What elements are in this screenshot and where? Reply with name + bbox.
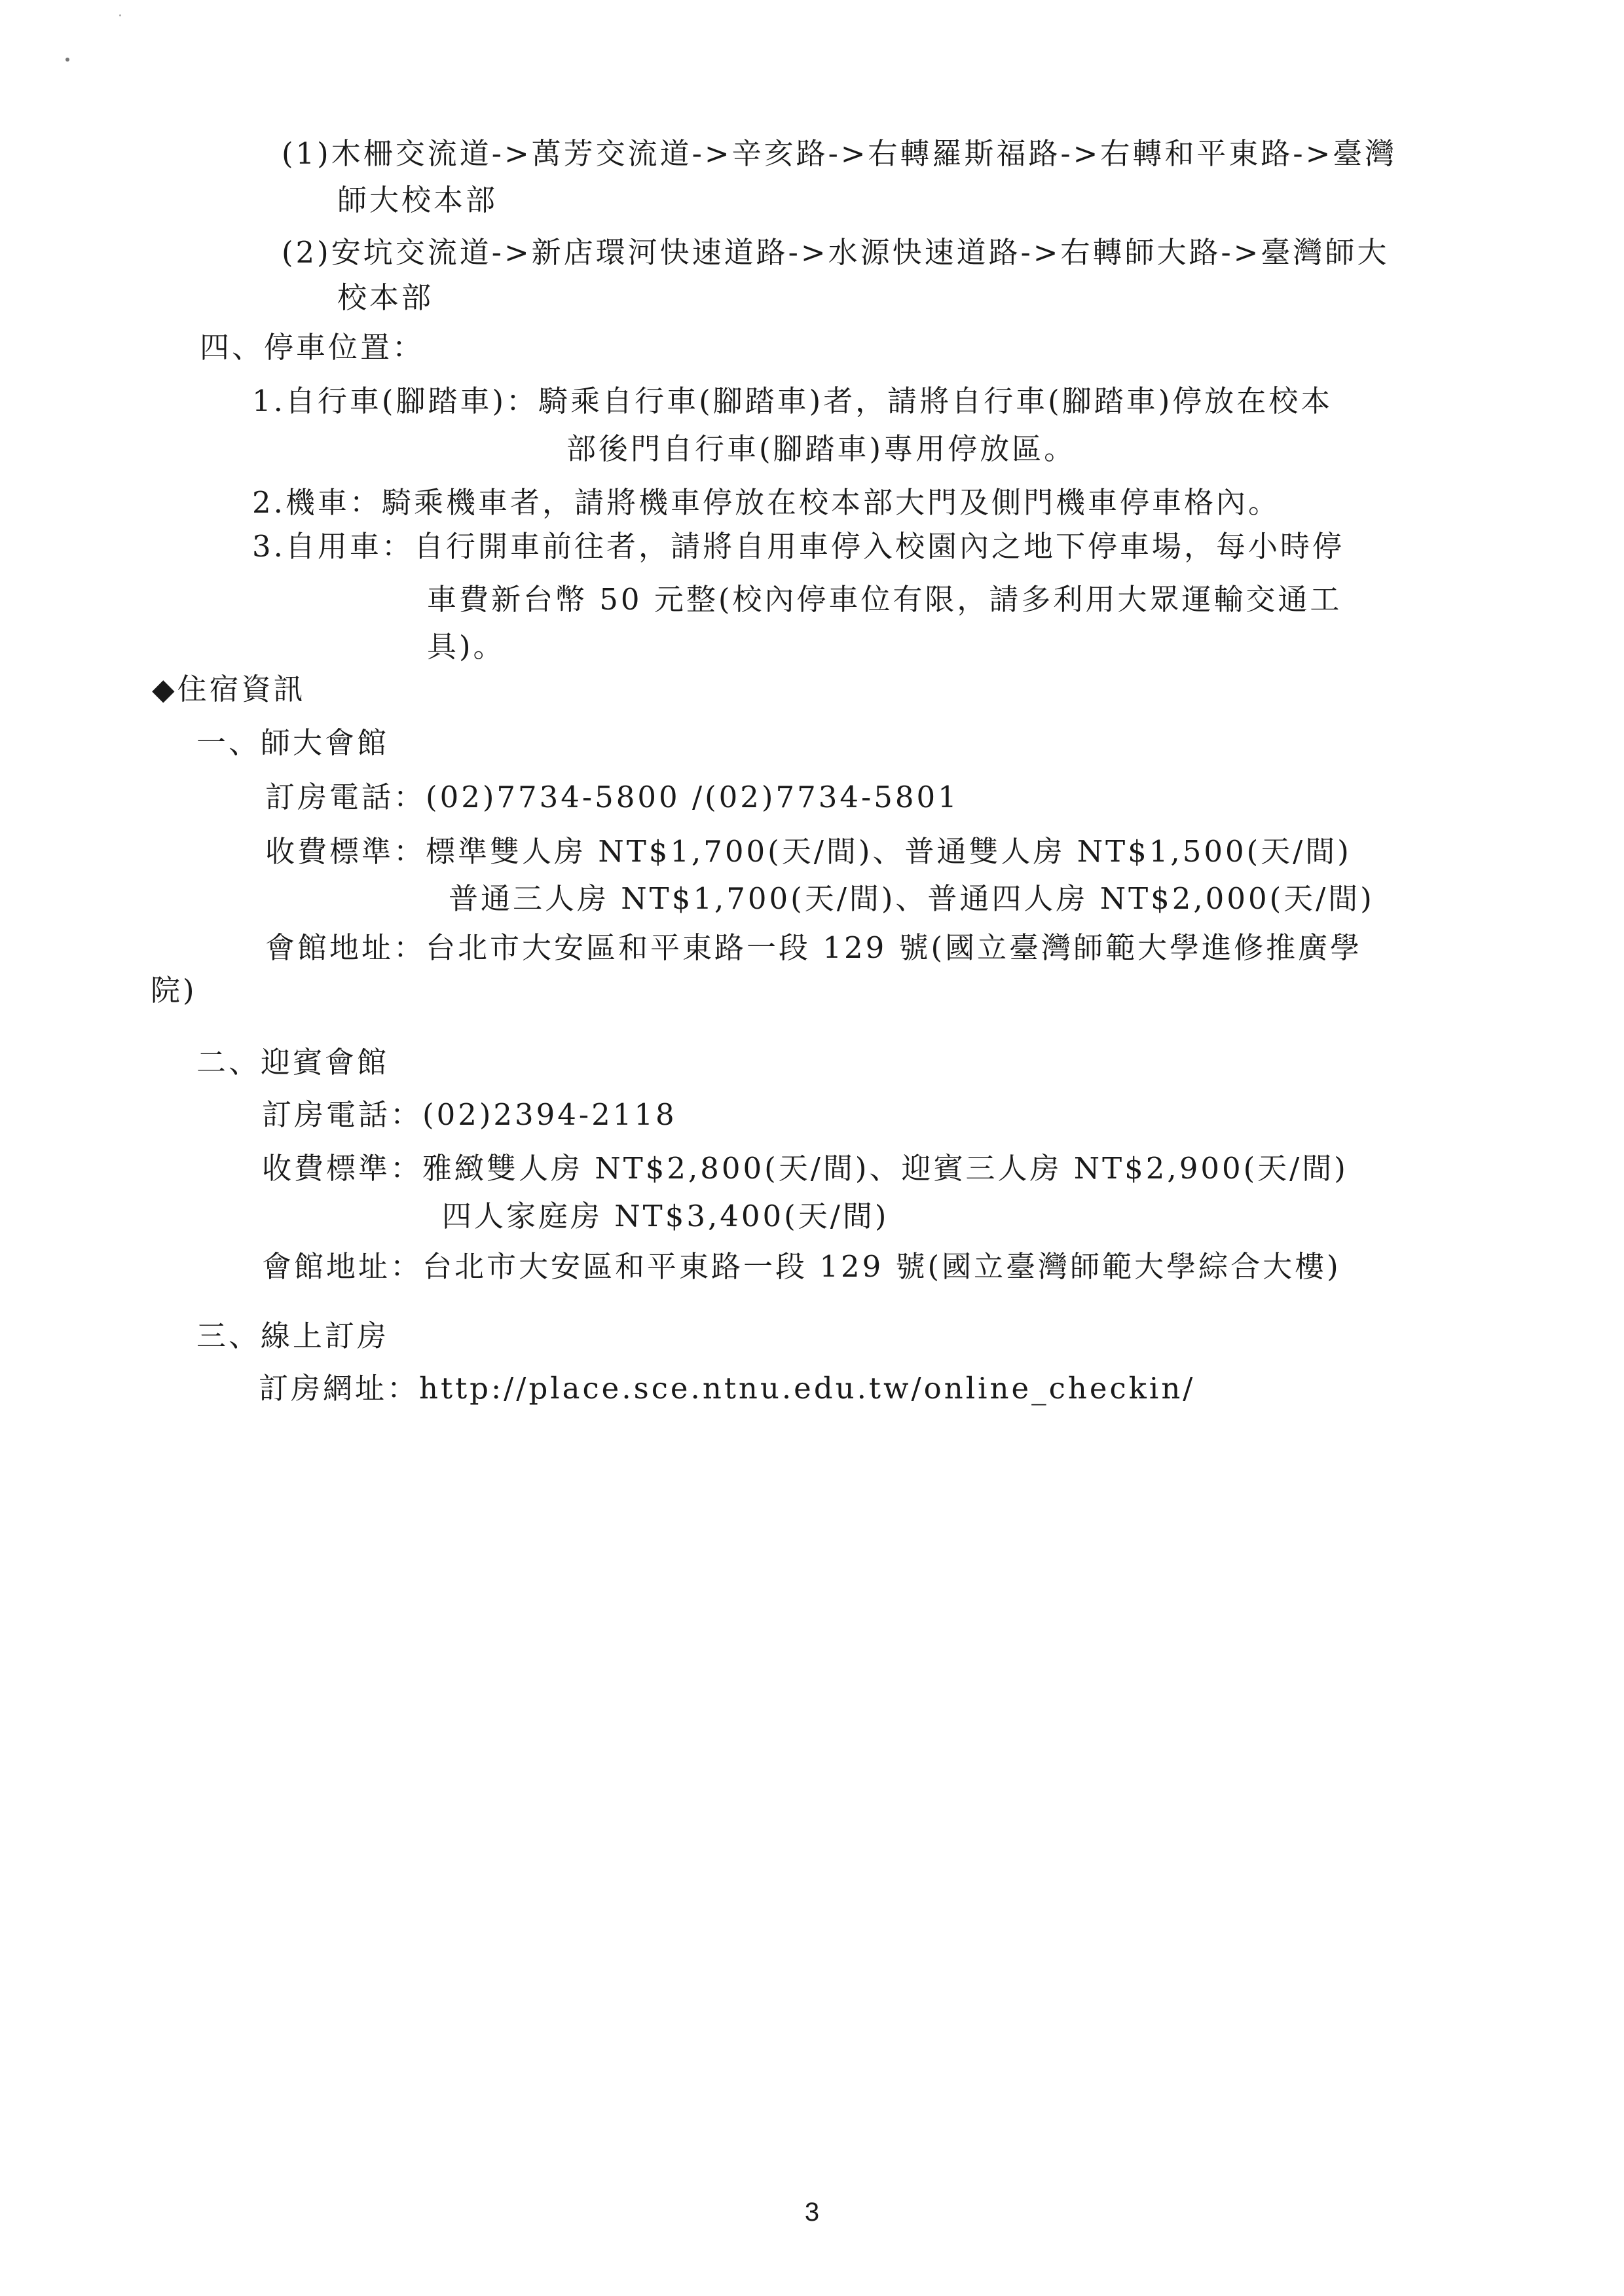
parking-bicycle-line-2: 部後門自行車(腳踏車)專用停放區。 bbox=[566, 431, 1077, 466]
hotel-2-phone-label: 訂房電話： bbox=[262, 1097, 423, 1132]
hotel-2-rates-line-2: 四人家庭房 NT$3,400(天/間) bbox=[442, 1199, 889, 1233]
hotel-2-rates-text: 雅緻雙人房 NT$2,800(天/間)、迎賓三人房 NT$2,900(天/間) bbox=[422, 1151, 1348, 1186]
parking-car-line-1 bbox=[252, 529, 1344, 564]
hotel-1-address-line-1 bbox=[265, 930, 1363, 965]
hotel-1-phone-label: 訂房電話： bbox=[265, 780, 426, 814]
hotel-1-rates-line-1 bbox=[265, 834, 1352, 869]
hotel-2-rates-label: 收費標準： bbox=[262, 1151, 423, 1186]
parking-bicycle-line-1 bbox=[252, 386, 1333, 416]
hotel-2-phone bbox=[262, 1097, 677, 1132]
route-2-line-1: (2)安坑交流道->新店環河快速道路->水源快速道路->右轉師大路->臺灣師大 bbox=[282, 235, 1390, 270]
scan-speck bbox=[65, 58, 69, 62]
hotel-1-rates-text: 標準雙人房 NT$1,700(天/間)、普通雙人房 NT$1,500(天/間) bbox=[426, 834, 1352, 869]
online-booking-url-line bbox=[259, 1371, 1196, 1406]
hotel-2-title: 二、迎賓會館 bbox=[196, 1045, 390, 1080]
online-booking-url-label: 訂房網址： bbox=[259, 1371, 420, 1406]
hotel-2-rates-line-1 bbox=[262, 1151, 1348, 1186]
hotel-1-rates-label: 收費標準： bbox=[265, 834, 426, 869]
parking-car-text: 自行開車前往者，請將自用車停入校園內之地下停車場，每小時停 bbox=[413, 529, 1344, 564]
parking-scooter-label: 2.機車： bbox=[252, 485, 382, 520]
hotel-1-address-label: 會館地址： bbox=[265, 930, 426, 965]
hotel-1-phone bbox=[265, 782, 959, 812]
route-1-line-2: 師大校本部 bbox=[337, 183, 498, 217]
scan-speck bbox=[119, 14, 121, 16]
hotel-2-address-text: 台北市大安區和平東路一段 129 號(國立臺灣師範大學綜合大樓) bbox=[422, 1249, 1341, 1284]
hotel-1-address-text: 台北市大安區和平東路一段 129 號(國立臺灣師範大學進修推廣學 bbox=[426, 930, 1363, 965]
parking-heading: 四、停車位置： bbox=[200, 330, 425, 365]
parking-car-label: 3.自用車： bbox=[252, 529, 414, 564]
route-2-line-2: 校本部 bbox=[337, 280, 434, 315]
hotel-2-phone-value: (02)2394-2118 bbox=[422, 1097, 677, 1132]
hotel-1-address-line-2: 院) bbox=[151, 973, 197, 1008]
route-1-line-1: (1)木柵交流道->萬芳交流道->辛亥路->右轉羅斯福路->右轉和平東路->臺灣 bbox=[282, 136, 1397, 171]
parking-car-line-2: 車費新台幣 50 元整(校內停車位有限，請多利用大眾運輸交通工 bbox=[427, 582, 1342, 617]
hotel-1-rates-line-2: 普通三人房 NT$1,700(天/間)、普通四人房 NT$2,000(天/間) bbox=[449, 881, 1375, 916]
parking-bicycle-label: 1.自行車(腳踏車)： bbox=[252, 384, 539, 418]
online-booking-title: 三、線上訂房 bbox=[196, 1319, 390, 1353]
parking-scooter-line-1 bbox=[252, 485, 1280, 520]
hotel-2-address-line-1 bbox=[262, 1249, 1341, 1284]
diamond-bullet-icon: ◆ bbox=[152, 672, 177, 706]
parking-car-line-3: 具)。 bbox=[427, 629, 506, 664]
page-number: 3 bbox=[804, 2198, 820, 2227]
online-booking-url[interactable]: http://place.sce.ntnu.edu.tw/online_checkin/ bbox=[419, 1371, 1196, 1406]
hotel-2-address-label: 會館地址： bbox=[262, 1249, 423, 1284]
hotel-1-phone-value: (02)7734-5800 /(02)7734-5801 bbox=[426, 780, 959, 814]
parking-bicycle-text: 騎乘自行車(腳踏車)者，請將自行車(腳踏車)停放在校本 bbox=[538, 384, 1333, 418]
lodging-heading bbox=[152, 674, 306, 704]
hotel-1-title: 一、師大會館 bbox=[196, 725, 390, 760]
lodging-heading-text: 住宿資訊 bbox=[177, 672, 306, 706]
parking-scooter-text: 騎乘機車者，請將機車停放在校本部大門及側門機車停車格內。 bbox=[381, 485, 1280, 520]
